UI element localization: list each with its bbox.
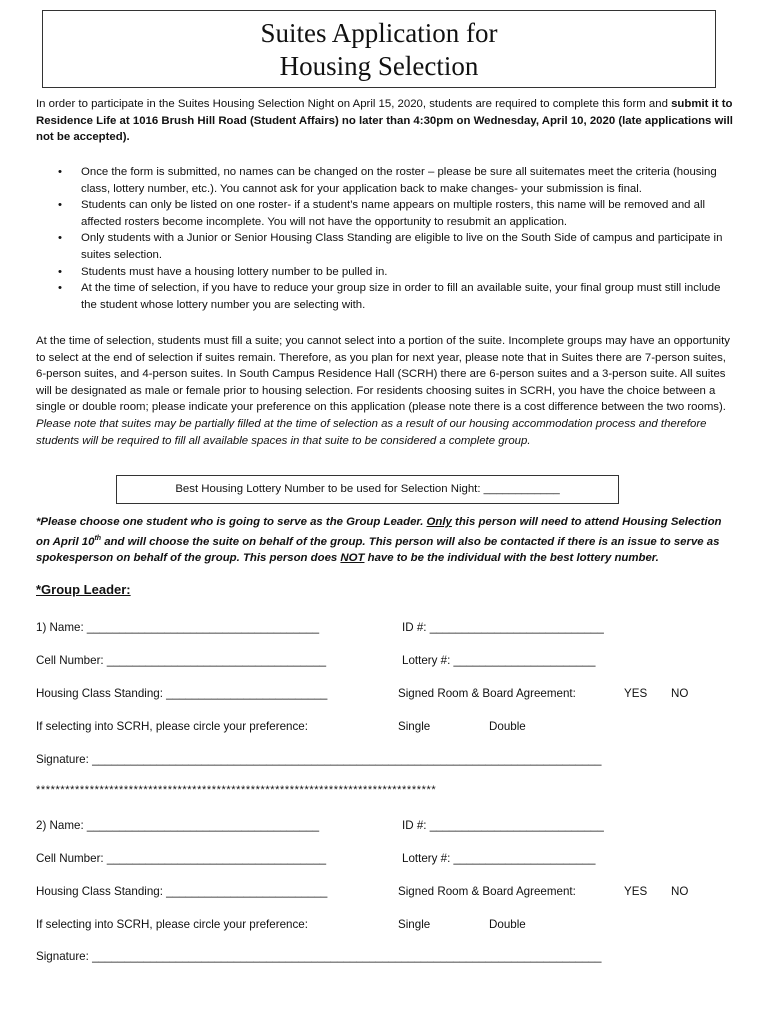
rule-item [36,164,736,197]
bullet-icon: • [58,265,62,278]
member-2-double-option[interactable]: Double [489,918,526,931]
member-2-scrh-label: If selecting into SCRH, please circle your preference: [36,918,308,931]
member-2-class-field[interactable]: Housing Class Standing: _________________________ [36,885,328,898]
member-2-signature-field[interactable]: Signature: _______________________________________________________________________________ [36,950,602,963]
rule-text: Once the form is submitted, no names can be changed on the roster – please be sure all suitemates meet the criteria (housing class, lottery number, etc.). You cannot ask for your application back to make changes- your submission is final. [81,166,717,195]
member-2-cell-field[interactable]: Cell Number: __________________________________ [36,852,327,865]
member-separator: ********************************************************************************** [36,784,437,796]
intro-text: In order to participate in the Suites Housing Selection Night on April 15, 2020, students are required to complete this form and [36,98,672,110]
bullet-icon: • [58,199,62,212]
member-2-no-option[interactable]: NO [671,885,689,898]
bullet-icon: • [58,166,62,178]
member-1-class-field[interactable]: Housing Class Standing: _________________________ [36,687,328,700]
bullet-icon: • [58,282,62,295]
best-lottery-number-field[interactable]: Best Housing Lottery Number to be used for Selection Night: ____________ [116,475,619,504]
title-line-1: Suites Application for [260,18,498,48]
member-2-yes-option[interactable]: YES [624,885,648,898]
group-leader-heading: *Group Leader: [36,582,131,597]
selection-text: At the time of selection, students must fill a suite; you cannot select into a portion of the suite. Incomplete groups may have an opportunity to select at the end of selection if suites remain. Therefore, as you plan for next year, please note that in Suites there are 7-person suites, 6-person suites, and 4-person suites. In South Campus Residence Hall (SCRH) there are 6-person suites and a 3-person suite. All suites will be designated as male or female prior to housing selection. For residents choosing suites in SCRH, you have the choice between a single or double room; please indicate your preference on this application (please note there is a cost difference between the two rooms). [36,335,730,414]
member-2-id-field[interactable]: ID #: ___________________________ [402,819,604,832]
rule-item [36,280,736,313]
selection-paragraph [36,333,736,449]
leader-note-superscript: th [94,534,102,542]
member-1-name-field[interactable]: 1) Name: ____________________________________ [36,621,320,634]
rule-text: Only students with a Junior or Senior Housing Class Standing are eligible to live on the South Side of campus and participate in suites selection. [81,232,723,261]
intro-paragraph [36,96,736,146]
member-2-name-field[interactable]: 2) Name: ____________________________________ [36,819,320,832]
leader-note-only: Only [426,516,452,528]
title-line-2: Housing Selection [279,51,479,81]
member-2-single-option[interactable]: Single [398,918,431,931]
member-1-lottery-field[interactable]: Lottery #: ______________________ [402,654,596,667]
rule-text: At the time of selection, if you have to reduce your group size in order to fill an available suite, your final group must still include the student whose lottery number you are selecting with. [81,282,721,311]
member-2-lottery-field[interactable]: Lottery #: ______________________ [402,852,596,865]
selection-italic-text: Please note that suites may be partially filled at the time of selection as a result of our housing accommodation process and therefore students will be required to fill all available spaces in that suite to be considered a complete group. [36,417,707,447]
member-1-single-option[interactable]: Single [398,720,431,733]
member-1-cell-field[interactable]: Cell Number: __________________________________ [36,654,327,667]
leader-note-text: and will choose the suite on behalf of the group. This person will also be contacted if there is an issue to serve as spokesperson on behalf of the group. This person does [36,535,720,564]
rule-item [36,264,736,281]
member-1-double-option[interactable]: Double [489,720,526,733]
leader-note-text: have to be the individual with the best lottery number. [364,551,659,564]
member-1-yes-option[interactable]: YES [624,687,648,700]
title-box [42,10,716,88]
member-2-agreement-label: Signed Room & Board Agreement: [398,885,576,898]
member-1-agreement-label: Signed Room & Board Agreement: [398,687,576,700]
rule-item [36,230,736,263]
leader-note-not: NOT [340,551,365,564]
leader-note-text: this person will need to attend Housing Selection on April 10 [36,516,722,548]
intro-deadline-text: submit it to Residence Life at 1016 Brush Hill Road (Student Affairs) no later than 4:30pm on Wednesday, April 10, 2020 (late applications will not be accepted). [36,98,733,144]
rule-item [36,197,736,230]
leader-note-text: *Please choose one student who is going to serve as the Group Leader. [36,516,427,528]
rule-text: Students must have a housing lottery number to be pulled in. [81,265,388,278]
member-1-scrh-label: If selecting into SCRH, please circle your preference: [36,720,308,733]
member-1-id-field[interactable]: ID #: ___________________________ [402,621,604,634]
rule-text: Students can only be listed on one roster- if a student’s name appears on multiple rosters, this name will be removed and all affected rosters become incomplete. You will not have the opportunity to resubmit an application. [81,199,706,228]
rules-list [36,164,736,313]
member-1-signature-field[interactable]: Signature: _______________________________________________________________________________ [36,753,602,766]
group-leader-note [36,514,736,567]
member-1-no-option[interactable]: NO [671,687,689,700]
bullet-icon: • [58,232,62,245]
